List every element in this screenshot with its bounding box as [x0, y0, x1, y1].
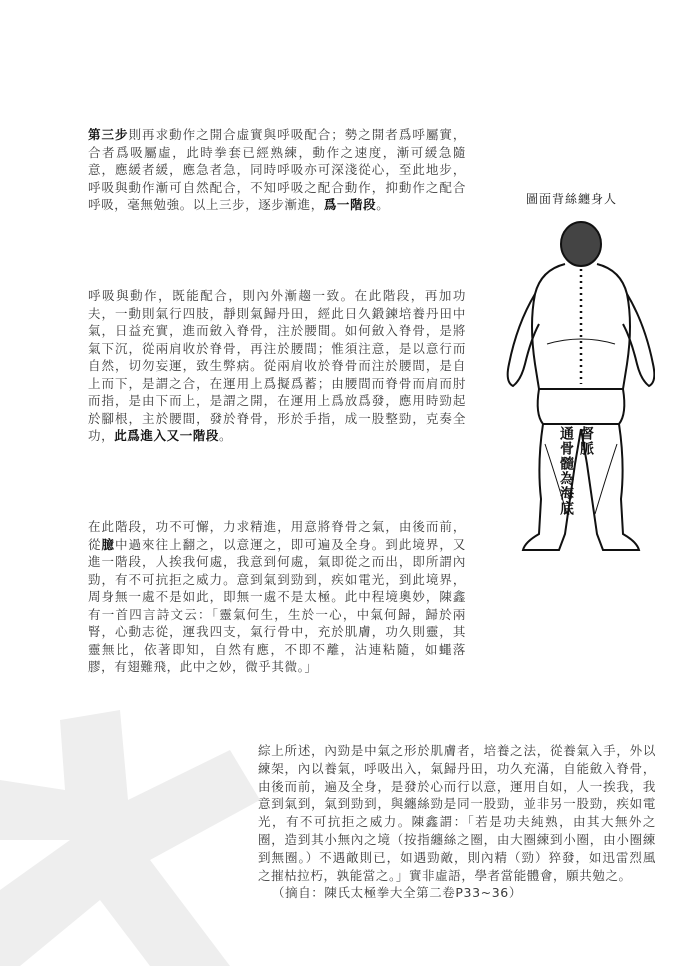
summary-text: 綜上所述，內勁是中氣之形於肌膚者，培養之法，從養氣入手，外以練架，內以養氣，呼吸出入，氣歸丹田，功久充滿，自能斂入脊骨，由後而前，遍及全身，是發於心而行以意，運用自如，人一挨我，我意到氣到，氣到勁到，與纏絲勁是同一股勁，並非另一股勁，疾如電光，有不可抗拒之威力。陳鑫謂：「若是功夫純熟，由其大無外之圈，造到其小無內之境（按指纏絲之圈，由大圈練到小圈，由小圈練到無圈。）不遇敵則已，如遇勁敵，則內精（勁）猝發，如迅雷烈風之摧枯拉朽，孰能當之。」實非虛語，學者當能體會，願共勉之。	[258, 743, 656, 883]
figure-vertical-label-2: 通骨髓為海底	[558, 426, 574, 516]
watermark-character	[0, 690, 300, 966]
step-three-text: 則再求動作之開合虛實與呼吸配合；勢之開者爲呼屬實，合者爲吸屬虛，此時拳套已經熟練，動作之速度，漸可緩急隨意，應緩者緩，應急者急，同時呼吸亦可深淺從心，至此地步，呼吸與動作漸可自然配合，不知呼吸之配合動作，抑動作之配合呼吸，毫無勉強。以上三步，逐步漸進，	[88, 127, 466, 212]
breath-movement-text: 呼吸與動作，既能配合，則內外漸趨一致。在此階段，再加功夫，一動則氣行四肢，靜則氣歸丹田，經此日久鍛鍊培養丹田中氣，日益充實，進而斂入脊骨，注於腰間。如何斂入脊骨，是將氣下沉，從兩肩收於脊骨，再注於腰間；惟須注意，是以意行而自然，切勿妄運，致生弊病。從兩肩收於脊骨而注於腰間，是自上而下，是謂之合，在運用上爲擬爲蓄；由腰間而脊骨而肩而肘而指，是由下而上，是謂之開，在運用上爲放爲發，應用時勁起於腳根，主於腰間，發於脊骨，形於手指，成一股整勁，克奏全功，	[88, 288, 466, 443]
inner-force-text-2: 中過來往上翻之，以意運之，即可遍及全身。到此境界，又進一階段，人挨我何處，我意到何處，氣即從之而出，即所謂內勁，有不可抗拒之威力。意到氣到勁到，疾如電光，到此境界，周身無一處不是如此，即無一處不是太極。此中程境奧妙，陳鑫有一首四言詩文云：「靈氣何生，生於一心，中氣何歸，歸於兩腎，心動志從，運我四支，氣行骨中，充於肌膚，功久則靈，其靈無比，依著即知，自然有應，不即不離，沾連粘隨，如蠅落膠，有翅難飛，此中之妙，微乎其微。」	[88, 536, 466, 674]
breath-movement-end: 。	[219, 428, 233, 443]
step-three-end: 。	[376, 197, 390, 212]
inner-force-bold-char: 臆	[101, 536, 116, 552]
paragraph-step-three	[88, 126, 466, 214]
step-three-heading: 第三步	[88, 127, 129, 142]
figure-caption: 圖面背絲纏身人	[526, 192, 618, 206]
figure-vertical-label-1: 督脈	[578, 426, 594, 456]
breath-movement-conclusion: 此爲進入又一階段	[114, 428, 220, 443]
inner-force-text-1: 在此階段，功不可懈，力求精進，用意將脊骨之氣，由後而前，從	[88, 519, 466, 552]
step-three-conclusion: 爲一階段	[323, 197, 377, 212]
source-citation: （摘自：陳氏太極拳大全第二卷P33~36）	[272, 885, 522, 901]
figure-vertical-label	[556, 426, 596, 516]
paragraph-inner-force	[88, 518, 466, 676]
paragraph-summary	[258, 742, 656, 902]
paragraph-breath-movement	[88, 287, 466, 445]
